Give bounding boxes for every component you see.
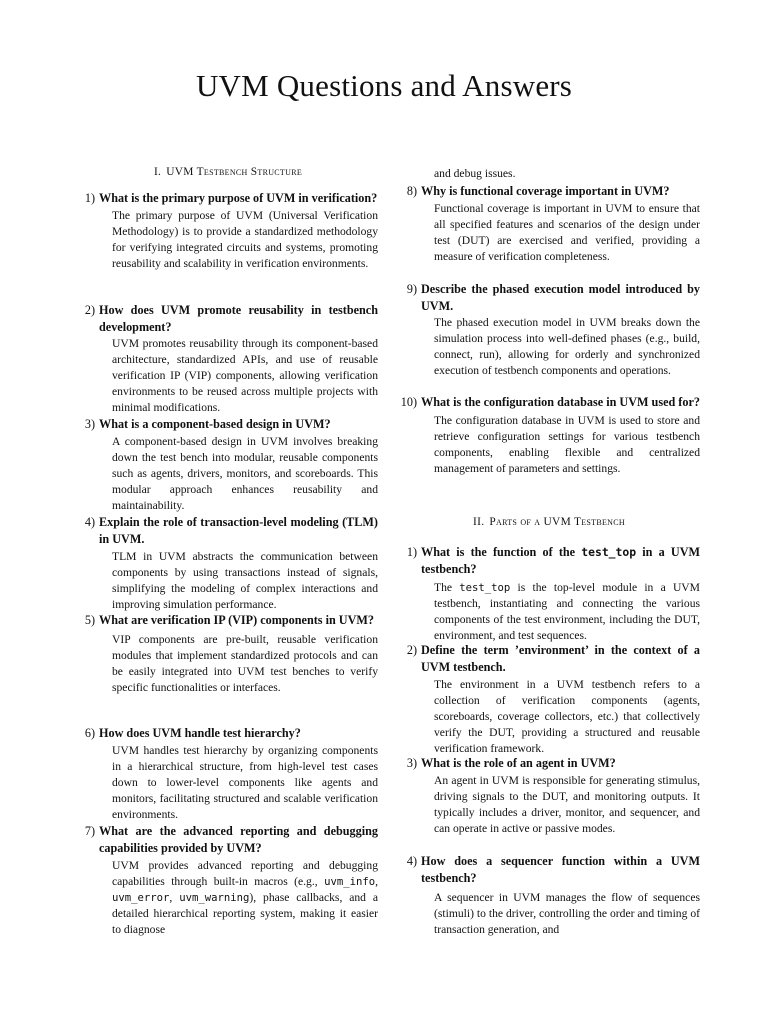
answer-text: TLM in UVM abstracts the communication between components by using transactions instead of signals, simplifying the modeling of complex interactions and improving simulation performance. xyxy=(112,550,378,612)
question xyxy=(78,725,378,742)
question-number: 3) xyxy=(406,756,417,770)
qa-item xyxy=(78,823,378,938)
question-number: 10) xyxy=(400,395,417,409)
qa-item xyxy=(78,725,378,823)
question xyxy=(78,514,378,547)
answer-text: An agent in UVM is responsible for generating stimulus, driving signals to the DUT, and monitoring outputs. It typically includes a driver, monitor, and sequencer, and can operate in active or passive modes. xyxy=(434,773,700,835)
question: 1) What is the function of the test_top in a UVM testbench? xyxy=(398,544,700,577)
question-text: Describe the phased execution model introduced by UVM. xyxy=(421,282,700,313)
answer-text: The configuration database in UVM is used to store and retrieve configuration settings for various testbench components, enabling flexible and centralized management of parameters and settings. xyxy=(434,413,700,475)
answer-text: Functional coverage is important in UVM to ensure that all specified features and scenarios of the design under test (DUT) are exercised and verified, providing a measure of verification completeness. xyxy=(434,201,700,263)
qa-item xyxy=(78,416,378,514)
qa-item xyxy=(398,755,700,837)
answer-text: A sequencer in UVM manages the flow of sequences (stimuli) to the driver, controlling the order and timing of transaction generation, and xyxy=(434,891,700,937)
question-text: What is the configuration database in UVM used for? xyxy=(421,395,700,409)
qa-item xyxy=(398,853,700,938)
answer-text: UVM handles test hierarchy by organizing components in a hierarchical structure, from high-level test cases down to lower-level components like agents and monitors, facilitating structured and scalable verification environments. xyxy=(112,743,378,821)
question-number: 4) xyxy=(406,854,417,868)
answer-continuation: and debug issues. xyxy=(434,167,516,180)
section-number: II. xyxy=(473,516,485,528)
question-number: 7) xyxy=(84,824,95,838)
question-text: What are the advanced reporting and debugging capabilities provided by UVM? xyxy=(99,824,378,855)
question xyxy=(398,183,700,200)
section-title: UVM Testbench Structure xyxy=(166,166,303,178)
answer-text: UVM provides advanced reporting and debugging capabilities through built-in macros (e.g., uvm_info, uvm_error, uvm_warning), phase callbacks, and a detailed hierarchical reporting system, making it easier to diagnose xyxy=(112,859,379,937)
qa-item xyxy=(78,190,378,272)
question-text: How does UVM handle test hierarchy? xyxy=(99,726,301,740)
qa-item xyxy=(398,281,700,379)
question-number: 9) xyxy=(406,282,417,296)
question-number: 4) xyxy=(84,515,95,529)
question xyxy=(78,612,378,629)
qa-item xyxy=(398,642,700,757)
qa-item xyxy=(398,544,700,644)
question-number: 3) xyxy=(84,417,95,431)
section-title: Parts of a UVM Testbench xyxy=(489,516,625,528)
answer-text: The phased execution model in UVM breaks down the simulation process into well-defined phases (e.g., build, connect, run), allowing for orderly and synchronized execution of testbench components and operations. xyxy=(434,316,700,378)
question xyxy=(398,755,700,772)
question xyxy=(78,416,378,433)
question-text: Define the term ’environment’ in the context of a UVM testbench. xyxy=(421,643,700,674)
question-text: What is the role of an agent in UVM? xyxy=(421,756,616,770)
question xyxy=(398,642,700,675)
question-number: 6) xyxy=(84,726,95,740)
question-number: 1) xyxy=(406,545,417,559)
question-text: How does UVM promote reusability in testbench development? xyxy=(99,303,378,334)
answer-text: UVM promotes reusability through its component-based architecture, standardized APIs, and use of reusable verification IP (VIP) components, allowing verification environments to be reused across multiple projects with minimal modifications. xyxy=(112,337,378,415)
inline-code: uvm_error xyxy=(112,892,170,905)
section-number: I. xyxy=(153,166,162,178)
inline-code: uvm_info xyxy=(324,876,376,889)
question-number: 2) xyxy=(84,303,95,317)
paper-title: UVM Questions and Answers xyxy=(195,68,573,103)
question-number: 2) xyxy=(406,643,417,657)
question-number: 1) xyxy=(84,191,95,205)
inline-code: test_top xyxy=(581,545,637,559)
question-text: What are verification IP (VIP) components in UVM? xyxy=(99,613,374,627)
question xyxy=(78,302,378,335)
question-text: What is a component-based design in UVM? xyxy=(99,417,331,431)
question-text: Explain the role of transaction-level modeling (TLM) in UVM. xyxy=(99,515,378,546)
qa-item xyxy=(398,183,700,265)
inline-code: uvm_warning xyxy=(179,892,250,905)
question xyxy=(398,853,700,886)
inline-code: test_top xyxy=(459,582,511,594)
question-text: Why is functional coverage important in UVM? xyxy=(421,184,670,198)
qa-item xyxy=(398,394,700,477)
question xyxy=(78,190,378,207)
question-number: 8) xyxy=(406,184,417,198)
question xyxy=(398,394,700,411)
answer-text: A component-based design in UVM involves breaking down the test bench into modular, reusable components such as agents, drivers, monitors, and scoreboards. This modular approach enhances reusability and maintainability. xyxy=(112,434,378,512)
qa-item xyxy=(78,612,378,696)
qa-item xyxy=(78,302,378,416)
answer-text: The test_top is the top-level module in a UVM testbench, instantiating and connecting the various components of the test environment, including the DUT, environment, and test sequences. xyxy=(434,581,700,643)
answer-text: The environment in a UVM testbench refers to a collection of verification components (agents, scoreboards, coverage collectors, etc.) that collectively verify the DUT, providing a structured and reusable verification framework. xyxy=(434,678,700,756)
qa-item xyxy=(78,514,378,613)
answer-text: The primary purpose of UVM (Universal Verification Methodology) is to provide a standardized methodology for verifying integrated circuits and systems, promoting reusability and scalability in verification environments. xyxy=(112,208,378,270)
section-heading-1 xyxy=(78,166,378,178)
question-number: 5) xyxy=(84,613,95,627)
question-text: What is the primary purpose of UVM in verification? xyxy=(99,191,378,205)
answer-text: VIP components are pre-built, reusable verification modules that implement standardized protocols and can be easily integrated into UVM test benches to verify specific functionalities or interfaces. xyxy=(112,632,378,694)
question xyxy=(78,823,378,856)
question xyxy=(398,281,700,314)
section-heading-2 xyxy=(398,516,700,528)
question-text: How does a sequencer function within a UVM testbench? xyxy=(421,854,700,885)
